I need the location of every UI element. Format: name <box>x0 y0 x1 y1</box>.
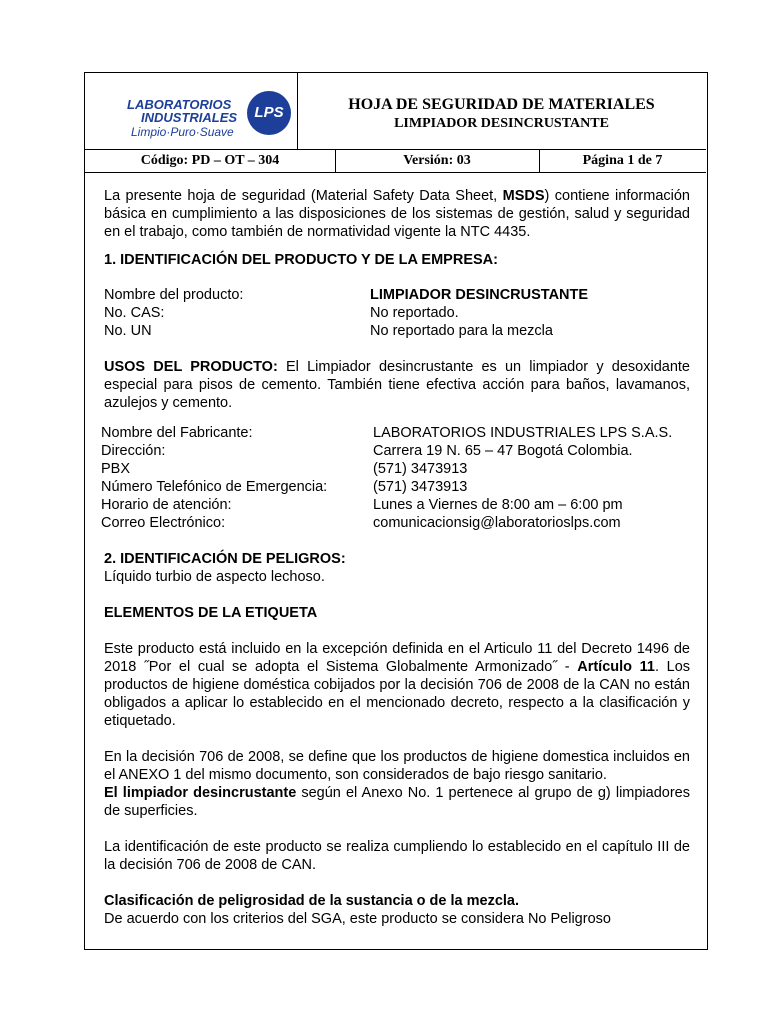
section2-heading: 2. IDENTIFICACIÓN DE PELIGROS: <box>104 551 346 567</box>
uses-text: El Limpiador desincrustante es un limpiador y desoxidante especial para pisos de cemento. También tiene efectiva acción para baños, lavamanos, azulejos y cemento. <box>104 359 690 411</box>
row-value: No reportado para la mezcla <box>370 323 553 339</box>
para-bold: Artículo 11 <box>577 659 655 675</box>
row-value: Lunes a Viernes de 8:00 am – 6:00 pm <box>373 497 623 513</box>
company-row <box>101 496 690 514</box>
classification-text: De acuerdo con los criterios del SGA, este producto se considera No Peligroso <box>104 911 611 927</box>
row-value: No reportado. <box>370 305 459 321</box>
row-label: Correo Electrónico: <box>101 515 226 531</box>
para-text-end: . Los productos de higiene doméstica cobijados por la decisión 706 de 2008 de la CAN no están obligados a aplicar lo establecido en el mencionado decreto, respecto a la clasificación y etiquetado. <box>104 659 691 729</box>
logo-line2: INDUSTRIALES <box>141 110 238 125</box>
email-value[interactable]: comunicacionsig@laboratorioslps.com <box>373 515 621 531</box>
para-bold: El limpiador desincrustante <box>104 785 297 801</box>
row-value: LABORATORIOS INDUSTRIALES LPS S.A.S. <box>373 425 673 441</box>
uses-label: USOS DEL PRODUCTO: <box>104 359 278 375</box>
para-text: según el Anexo No. 1 pertenece al grupo de g) limpiadores de superficies. <box>104 785 690 819</box>
company-row <box>101 514 690 532</box>
hazard-description: Líquido turbio de aspecto lechoso. <box>104 569 325 585</box>
product-row <box>104 322 690 340</box>
intro-bold: MSDS <box>502 188 545 204</box>
document-body <box>101 187 691 928</box>
company-row <box>101 424 690 442</box>
document-page <box>84 72 708 950</box>
classification-heading: Clasificación de peligrosidad de la sustancia o de la mezcla. <box>104 893 520 909</box>
exception-paragraph <box>104 640 690 730</box>
uses-paragraph <box>104 358 690 412</box>
row-label: Horario de atención: <box>101 497 232 513</box>
logo-wordmark <box>127 98 237 124</box>
identification-paragraph: La identificación de este producto se realiza cumpliendo lo establecido en el capítulo III de la decisión 706 de 2008 de CAN. <box>104 839 690 873</box>
row-label: No. UN <box>104 323 152 339</box>
intro-text-end: ) contiene información básica en cumplimiento a las disposiciones de los sistemas de gestión, salud y seguridad en el trabajo, como también de normatividad vigente la NTC 4435. <box>104 188 690 240</box>
product-row <box>104 304 690 322</box>
company-row <box>101 442 690 460</box>
header-meta <box>85 149 706 173</box>
company-info <box>101 424 690 532</box>
row-label: No. CAS: <box>104 305 165 321</box>
intro-paragraph <box>104 187 690 241</box>
label-elements-heading: ELEMENTOS DE LA ETIQUETA <box>104 605 318 621</box>
logo-line1: LABORATORIOS <box>127 97 232 112</box>
product-info <box>104 286 690 340</box>
row-value: (571) 3473913 <box>373 461 468 477</box>
product-row <box>104 286 690 304</box>
row-label: Número Telefónico de Emergencia: <box>101 479 328 495</box>
logo-mark: LPS <box>247 91 291 135</box>
header-top <box>85 73 706 149</box>
title-cell <box>297 73 706 149</box>
row-value: LIMPIADOR DESINCRUSTANTE <box>370 287 589 303</box>
section1-heading: 1. IDENTIFICACIÓN DEL PRODUCTO Y DE LA EMPRESA: <box>104 252 498 268</box>
document-subtitle: LIMPIADOR DESINCRUSTANTE <box>394 116 609 131</box>
document-title: HOJA DE SEGURIDAD DE MATERIALES <box>348 96 655 113</box>
page-number: Página 1 de 7 <box>582 153 663 168</box>
row-label: PBX <box>101 461 131 477</box>
decision-paragraph: En la decisión 706 de 2008, se define que los productos de higiene domestica incluidos en el ANEXO 1 del mismo documento, son considerados de bajo riesgo sanitario. <box>104 749 690 783</box>
row-value: (571) 3473913 <box>373 479 468 495</box>
row-label: Nombre del Fabricante: <box>101 425 253 441</box>
company-logo <box>85 73 298 149</box>
company-row <box>101 460 690 478</box>
document-version: Versión: 03 <box>335 150 540 172</box>
group-paragraph <box>104 784 690 820</box>
logo-tagline: Limpio·Puro·Suave <box>131 125 234 139</box>
intro-text: La presente hoja de seguridad (Material Safety Data Sheet, <box>104 188 503 204</box>
row-label: Dirección: <box>101 443 166 459</box>
row-label: Nombre del producto: <box>104 287 244 303</box>
para-text: Este producto está incluido en la excepción definida en el Articulo 11 del Decreto 1496 de 2018 ˝Por el cual se adopta el Sistema Globalmente Armonizado˝ - <box>104 641 690 675</box>
row-value: Carrera 19 N. 65 – 47 Bogotá Colombia. <box>373 443 633 459</box>
company-row <box>101 478 690 496</box>
document-code: Código: PD – OT – 304 <box>85 150 336 172</box>
